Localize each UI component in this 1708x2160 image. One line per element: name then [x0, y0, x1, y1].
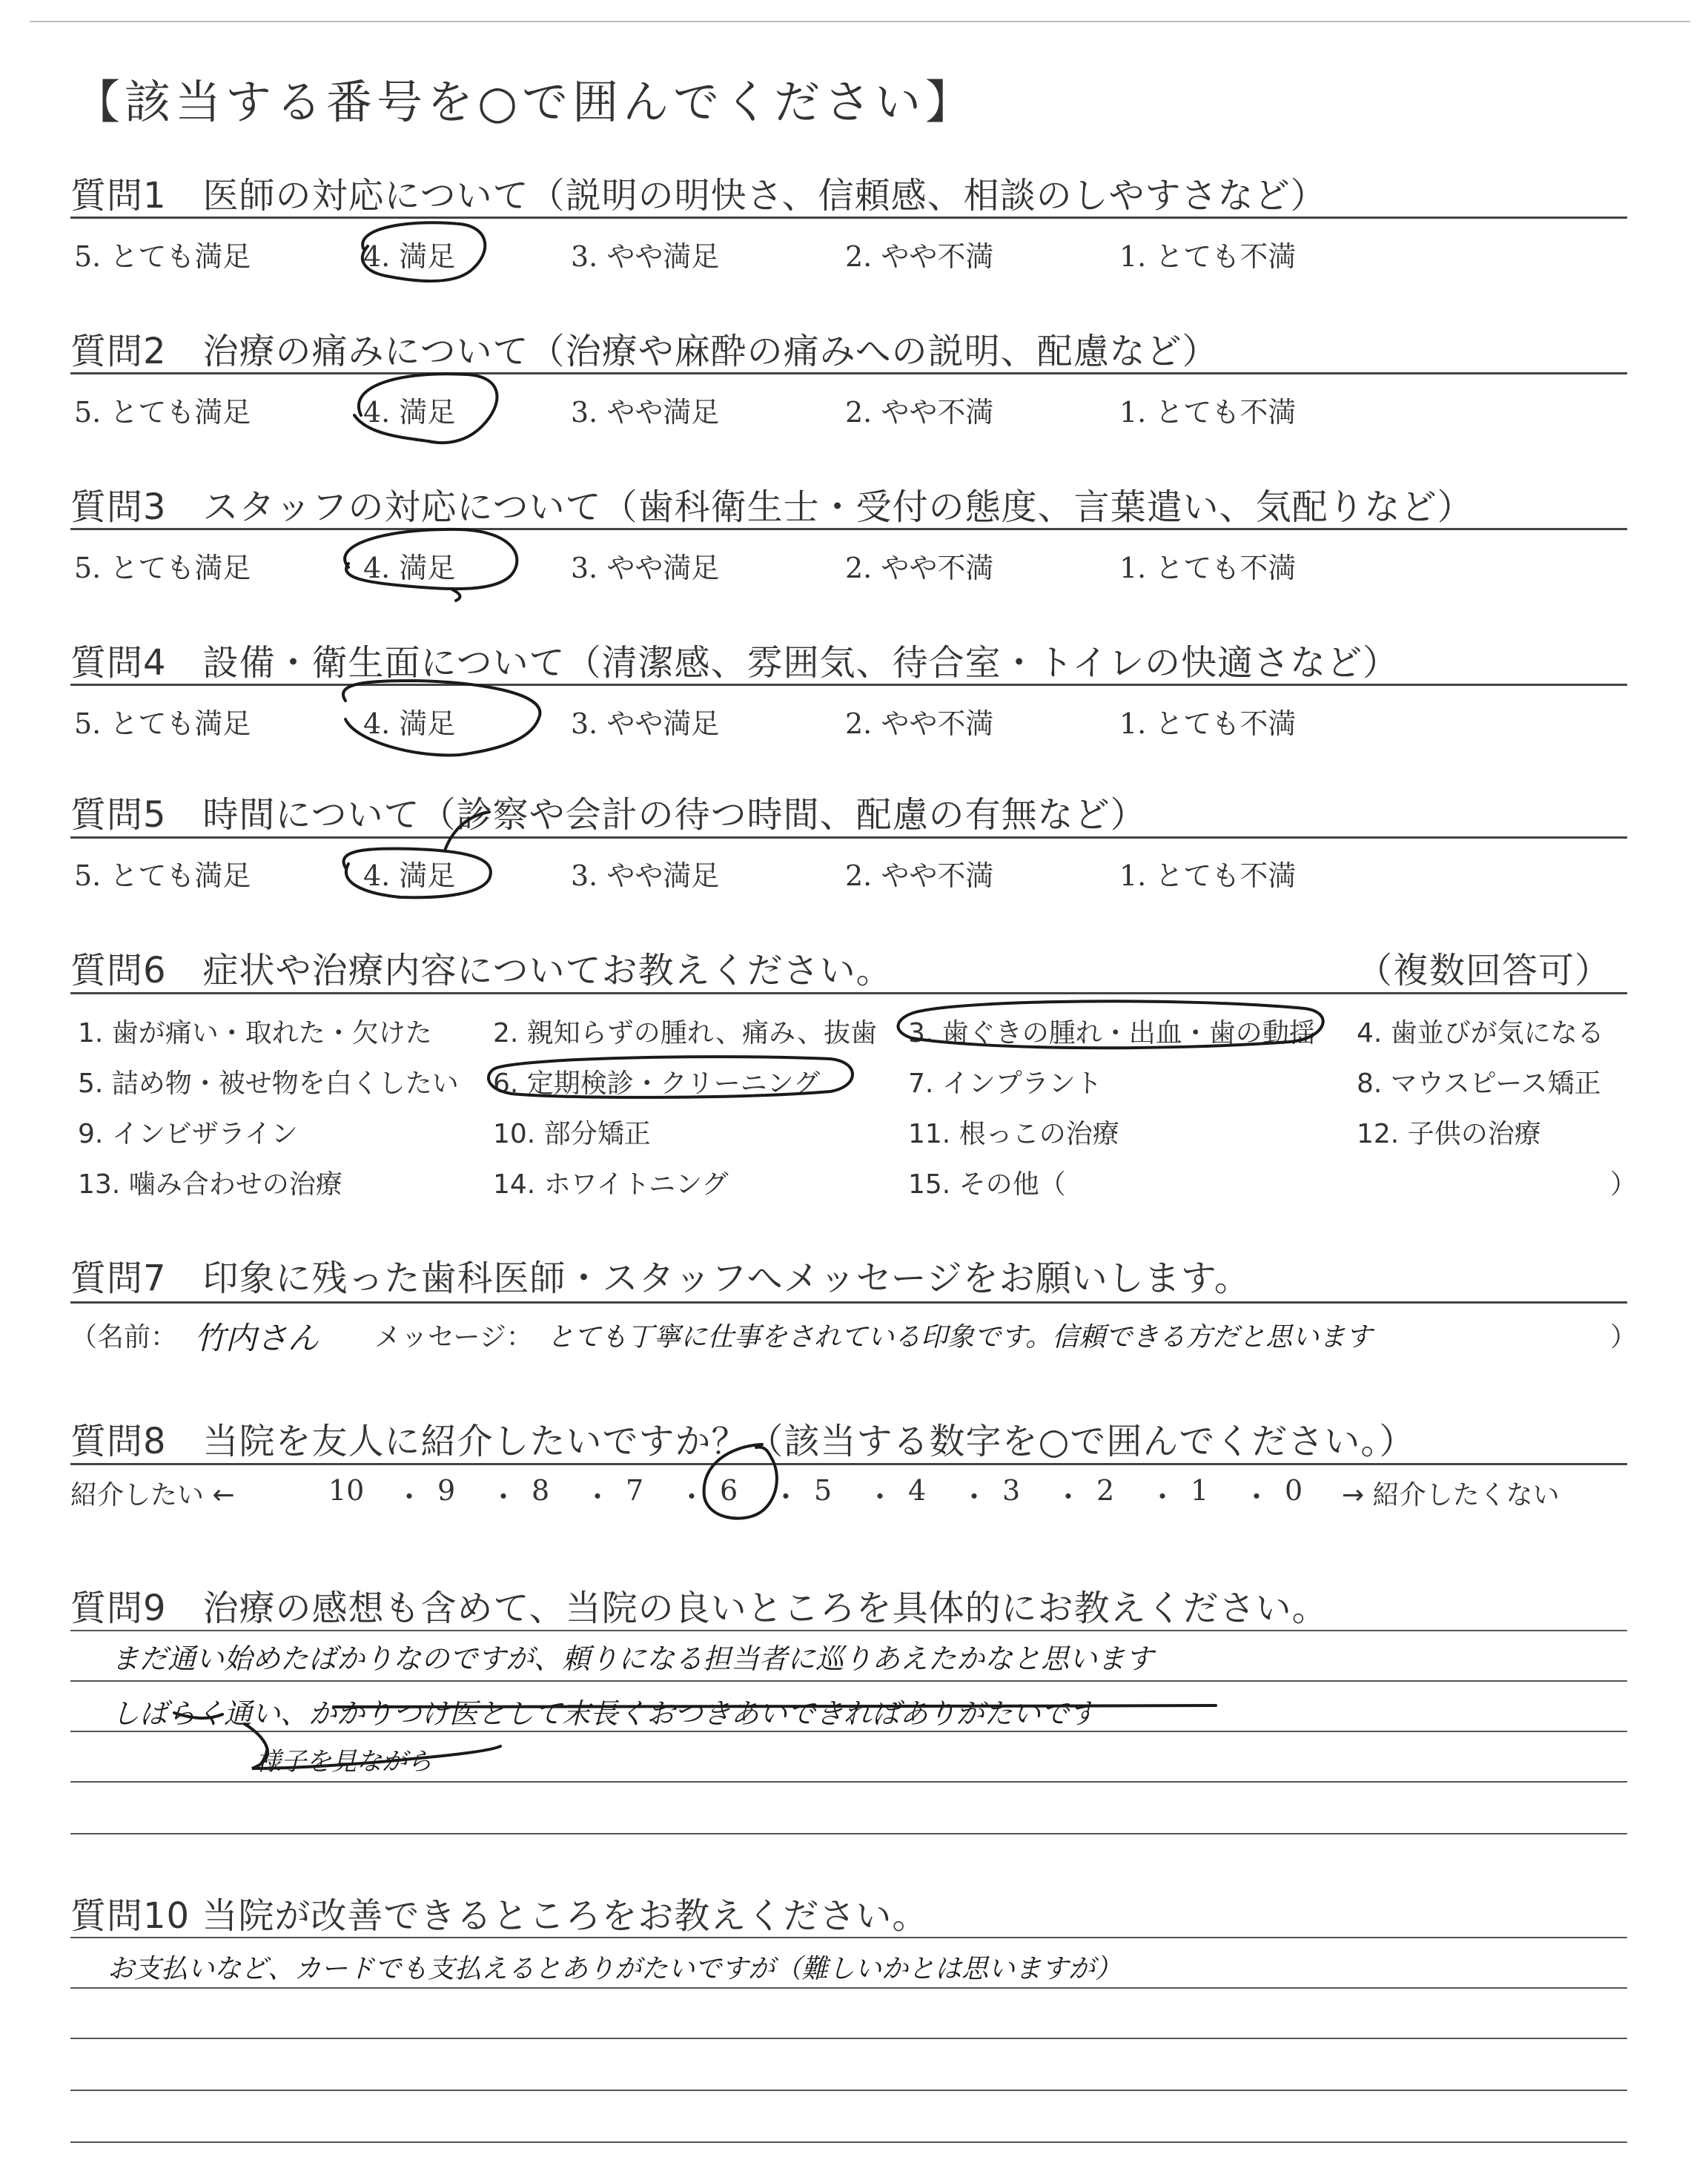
q6-option-12[interactable]: 12. 子供の治療	[1357, 1119, 1541, 1149]
q10-writing-line	[70, 2090, 1627, 2091]
q2-option-4[interactable]: 4. 満足	[363, 396, 456, 429]
question-3-rule	[70, 528, 1627, 530]
q6-option-1[interactable]: 1. 歯が痛い・取れた・欠けた	[78, 1018, 432, 1048]
q8-scale-dot: ・	[1054, 1481, 1083, 1513]
question-2-title: 質問2 治療の痛みについて（治療や麻酔の痛みへの説明、配慮など）	[70, 331, 1219, 372]
question-5-rule	[70, 836, 1627, 839]
q6-option-15-close: ）	[1610, 1169, 1638, 1200]
q3-option-1[interactable]: 1. とても不満	[1119, 552, 1297, 584]
q6-option-6[interactable]: 6. 定期検診・クリーニング	[493, 1069, 821, 1099]
q8-scale-8[interactable]: 8	[532, 1474, 550, 1507]
q10-writing-line	[70, 2141, 1627, 2143]
q8-scale-dot: ・	[866, 1481, 895, 1513]
q9-writing-line	[70, 1781, 1627, 1783]
q9-answer-line-2[interactable]: しばらく通い、かかりつけ医として末長くおつきあいできればありがたいです	[111, 1697, 1097, 1730]
q6-option-10[interactable]: 10. 部分矯正	[493, 1119, 651, 1149]
q9-writing-line	[70, 1833, 1627, 1834]
question-2-rule	[70, 372, 1627, 374]
q9-answer-line-3[interactable]: 様子を見ながら	[256, 1747, 432, 1777]
question-8-rule	[70, 1463, 1627, 1465]
question-6-rule	[70, 992, 1627, 994]
q4-option-3[interactable]: 3. やや満足	[571, 707, 720, 740]
q5-option-2[interactable]: 2. やや不満	[845, 859, 994, 892]
question-1-title: 質問1 医師の対応について（説明の明快さ、信頼感、相談のしやすさなど）	[70, 175, 1327, 217]
question-6-note: （複数回答可）	[1357, 950, 1612, 991]
question-5-title: 質問5 時間について（診察や会計の待つ時間、配慮の有無など）	[70, 794, 1147, 836]
q8-scale-dot: ・	[960, 1481, 989, 1513]
q8-scale-dot: ・	[772, 1481, 801, 1513]
q10-writing-line	[70, 1987, 1627, 1989]
q8-right-label: → 紹介したくない	[1342, 1480, 1560, 1510]
question-1-rule	[70, 217, 1627, 219]
page-top-edge	[30, 21, 1690, 22]
q7-message-value[interactable]: とても丁寧に仕事をされている印象です。信頼できる方だと思います	[547, 1322, 1373, 1353]
q8-scale-5[interactable]: 5	[814, 1474, 833, 1507]
q1-option-1[interactable]: 1. とても不満	[1119, 240, 1297, 273]
q5-option-5[interactable]: 5. とても満足	[74, 859, 251, 892]
q3-option-3[interactable]: 3. やや満足	[571, 552, 720, 584]
q1-option-5[interactable]: 5. とても満足	[74, 240, 251, 273]
q7-name-value[interactable]: 竹内さん	[194, 1320, 320, 1356]
q6-option-13[interactable]: 13. 噛み合わせの治療	[78, 1169, 342, 1200]
q7-close-paren: ）	[1610, 1322, 1638, 1353]
question-7-rule	[70, 1301, 1627, 1304]
q6-option-11[interactable]: 11. 根っこの治療	[908, 1119, 1119, 1149]
q3-option-5[interactable]: 5. とても満足	[74, 552, 251, 584]
q6-option-4[interactable]: 4. 歯並びが気になる	[1357, 1018, 1604, 1048]
q2-option-1[interactable]: 1. とても不満	[1119, 396, 1297, 429]
q7-message-label: メッセージ：	[374, 1322, 533, 1353]
q6-option-9[interactable]: 9. インビザライン	[78, 1119, 298, 1149]
question-7-title: 質問7 印象に残った歯科医師・スタッフへメッセージをお願いします。	[70, 1258, 1251, 1299]
q10-writing-line	[70, 2038, 1627, 2039]
q3-option-4[interactable]: 4. 満足	[363, 552, 456, 584]
q8-scale-10[interactable]: 10	[328, 1474, 365, 1507]
q5-option-3[interactable]: 3. やや満足	[571, 859, 720, 892]
q8-scale-6[interactable]: 6	[720, 1474, 738, 1507]
q8-scale-4[interactable]: 4	[908, 1474, 927, 1507]
q4-option-5[interactable]: 5. とても満足	[74, 707, 251, 740]
q8-scale-dot: ・	[395, 1481, 424, 1513]
question-4-rule	[70, 684, 1627, 686]
q8-scale-dot: ・	[678, 1481, 706, 1513]
question-6-title: 質問6 症状や治療内容についてお教えください。	[70, 950, 893, 991]
page-title: 【該当する番号を○で囲んでください】	[74, 75, 976, 129]
q10-answer-line-1[interactable]: お支払いなど、カードでも支払えるとありがたいですが（難しいかとは思いますが）	[107, 1954, 1122, 1984]
question-8-title: 質問8 当院を友人に紹介したいですか？（該当する数字を○で囲んでください。）	[70, 1421, 1416, 1462]
q8-scale-dot: ・	[489, 1481, 518, 1513]
q6-option-8[interactable]: 8. マウスピース矯正	[1357, 1069, 1601, 1099]
q9-answer-line-1[interactable]: まだ通い始めたばかりなのですが、頼りになる担当者に巡りあえたかなと思います	[111, 1642, 1154, 1675]
q8-scale-0[interactable]: 0	[1285, 1474, 1303, 1507]
q8-scale-2[interactable]: 2	[1096, 1474, 1115, 1507]
q6-option-7[interactable]: 7. インプラント	[908, 1069, 1102, 1099]
q2-option-2[interactable]: 2. やや不満	[845, 396, 994, 429]
q8-scale-dot: ・	[1148, 1481, 1177, 1513]
q6-option-5[interactable]: 5. 詰め物・被せ物を白くしたい	[78, 1069, 459, 1099]
q8-scale-1[interactable]: 1	[1191, 1474, 1209, 1507]
q1-option-3[interactable]: 3. やや満足	[571, 240, 720, 273]
q1-option-4[interactable]: 4. 満足	[363, 240, 456, 273]
q9-writing-line	[70, 1680, 1627, 1682]
q6-option-15[interactable]: 15. その他（	[908, 1169, 1066, 1200]
q8-scale-3[interactable]: 3	[1002, 1474, 1021, 1507]
q6-option-14[interactable]: 14. ホワイトニング	[493, 1169, 729, 1200]
q1-option-2[interactable]: 2. やや不満	[845, 240, 994, 273]
question-3-title: 質問3 スタッフの対応について（歯科衛生士・受付の態度、言葉遣い、気配りなど）	[70, 486, 1474, 528]
q3-option-2[interactable]: 2. やや不満	[845, 552, 994, 584]
q6-option-3[interactable]: 3. 歯ぐきの腫れ・出血・歯の動揺	[908, 1018, 1316, 1048]
q6-option-2[interactable]: 2. 親知らずの腫れ、痛み、抜歯	[493, 1018, 878, 1048]
q4-option-1[interactable]: 1. とても不満	[1119, 707, 1297, 740]
question-10-title: 質問10 当院が改善できるところをお教えください。	[70, 1895, 929, 1937]
q8-left-label: 紹介したい ←	[70, 1480, 235, 1510]
question-9-title: 質問9 治療の感想も含めて、当院の良いところを具体的にお教えください。	[70, 1588, 1328, 1629]
q5-option-4[interactable]: 4. 満足	[363, 859, 456, 892]
question-4-title: 質問4 設備・衛生面について（清潔感、雰囲気、待合室・トイレの快適さなど）	[70, 642, 1400, 684]
q10-writing-line	[70, 1937, 1627, 1938]
q2-option-5[interactable]: 5. とても満足	[74, 396, 251, 429]
q4-option-2[interactable]: 2. やや不満	[845, 707, 994, 740]
q9-writing-line	[70, 1630, 1627, 1631]
q8-scale-dot: ・	[1242, 1481, 1271, 1513]
q8-scale-7[interactable]: 7	[626, 1474, 644, 1507]
q5-option-1[interactable]: 1. とても不満	[1119, 859, 1297, 892]
q7-name-label: （名前：	[70, 1322, 178, 1353]
q4-option-4[interactable]: 4. 満足	[363, 707, 456, 740]
q8-scale-dot: ・	[583, 1481, 612, 1513]
q8-scale-9[interactable]: 9	[437, 1474, 456, 1507]
q2-option-3[interactable]: 3. やや満足	[571, 396, 720, 429]
